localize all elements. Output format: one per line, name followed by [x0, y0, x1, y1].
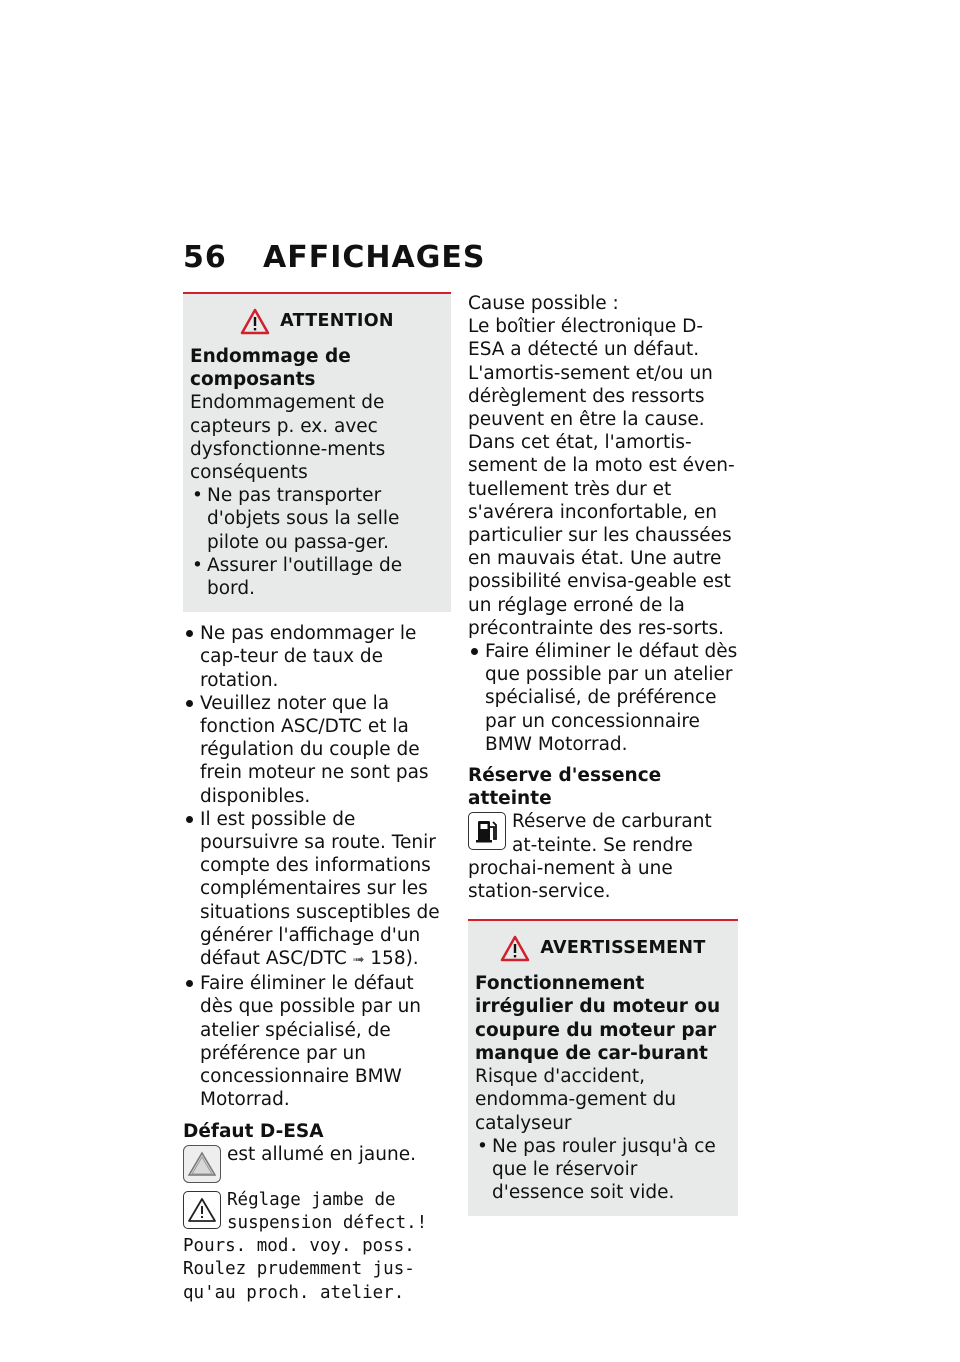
warning-triangle-icon — [240, 308, 270, 335]
attention-box — [183, 292, 451, 612]
page-reference[interactable]: 158). — [370, 948, 419, 970]
warning-heading: Fonctionnement irrégulier du moteur ou coupure du moteur par manque de car-burant — [475, 973, 721, 1064]
desa-indicator-text: est allumé en jaune. — [227, 1143, 416, 1165]
cause-text: Le boîtier électronique D-ESA a détecté un défaut. L'amortis-sement et/ou un dérèglement des ressorts peuvent en être la cause. Dans cet état, l'amortis-sement de la moto est éven-tuellement très dur et s'avérera inconfortable, en particulier sur les chaussées en mauvais état. Une autre possibilité envisa-geable est un réglage erroné de la précontrainte des res-sorts. — [468, 316, 735, 639]
list-item-text: Il est possible de poursuivre sa route. Tenir compte des informations complémentaires sur les situations susceptibles de générer l'affichage d'un défaut ASC/DTC — [200, 808, 440, 970]
warning-text: Risque d'accident, endomma-gement du catalyseur — [475, 1066, 677, 1134]
page-reference-arrow-icon: ➟ — [352, 952, 365, 969]
cause-label: Cause possible : — [468, 293, 619, 314]
right-column — [468, 292, 738, 1226]
display-line: Réglage jambe de — [227, 1189, 396, 1210]
attention-heading: Endommage de composants — [190, 346, 351, 391]
left-column — [183, 292, 451, 1305]
page-header — [183, 240, 485, 275]
page-title: AFFICHAGES — [263, 240, 486, 275]
warning-display-icon — [183, 1191, 221, 1229]
fuel-heading: Réserve d'essence atteinte — [468, 765, 662, 810]
attention-title-row — [190, 308, 444, 335]
desa-display-row — [183, 1189, 451, 1235]
attention-title: ATTENTION — [280, 310, 394, 331]
warning-title: AVERTISSEMENT — [540, 938, 706, 959]
warning-bullet: • Ne pas rouler jusqu'à ce que le réservoir d'essence soit vide. — [475, 1135, 731, 1205]
desa-display-first-lines — [227, 1189, 427, 1235]
desa-indicator-row — [183, 1143, 451, 1183]
display-line: suspension défect.! — [227, 1212, 428, 1233]
desa-heading: Défaut D-ESA — [183, 1120, 324, 1142]
desa-display-message: Pours. mod. voy. poss. Roulez prudemment jus-qu'au proch. atelier. — [183, 1236, 415, 1303]
warning-triangle-icon — [500, 935, 530, 962]
fuel-pump-icon — [468, 812, 506, 850]
warning-light-icon — [183, 1145, 221, 1183]
list-item: Ne pas endommager le cap-teur de taux de rotation. — [183, 622, 451, 692]
list-item: Faire éliminer le défaut dès que possible par un atelier spécialisé, de préférence par un concessionnaire BMW Motorrad. — [468, 640, 738, 756]
attention-bullet: • Ne pas transporter d'objets sous la selle pilote ou passa-ger. — [190, 484, 444, 554]
list-item: Faire éliminer le défaut dès que possible par un atelier spécialisé, de préférence par un concessionnaire BMW Motorrad. — [183, 972, 451, 1111]
warning-title-row — [475, 935, 731, 962]
list-item: Veuillez noter que la fonction ASC/DTC et la régulation du couple de frein moteur ne sont pas disponibles. — [183, 692, 451, 808]
fuel-section — [468, 810, 738, 903]
list-item — [183, 808, 451, 972]
attention-bullet: • Assurer l'outillage de bord. — [190, 554, 444, 600]
page-number: 56 — [183, 240, 227, 275]
warning-box — [468, 919, 738, 1216]
attention-text: Endommagement de capteurs p. ex. avec dysfonctionne-ments conséquents — [190, 392, 386, 484]
fuel-text: Réserve de carburant at-teinte. Se rendre prochai-nement à une station-service. — [468, 811, 712, 903]
